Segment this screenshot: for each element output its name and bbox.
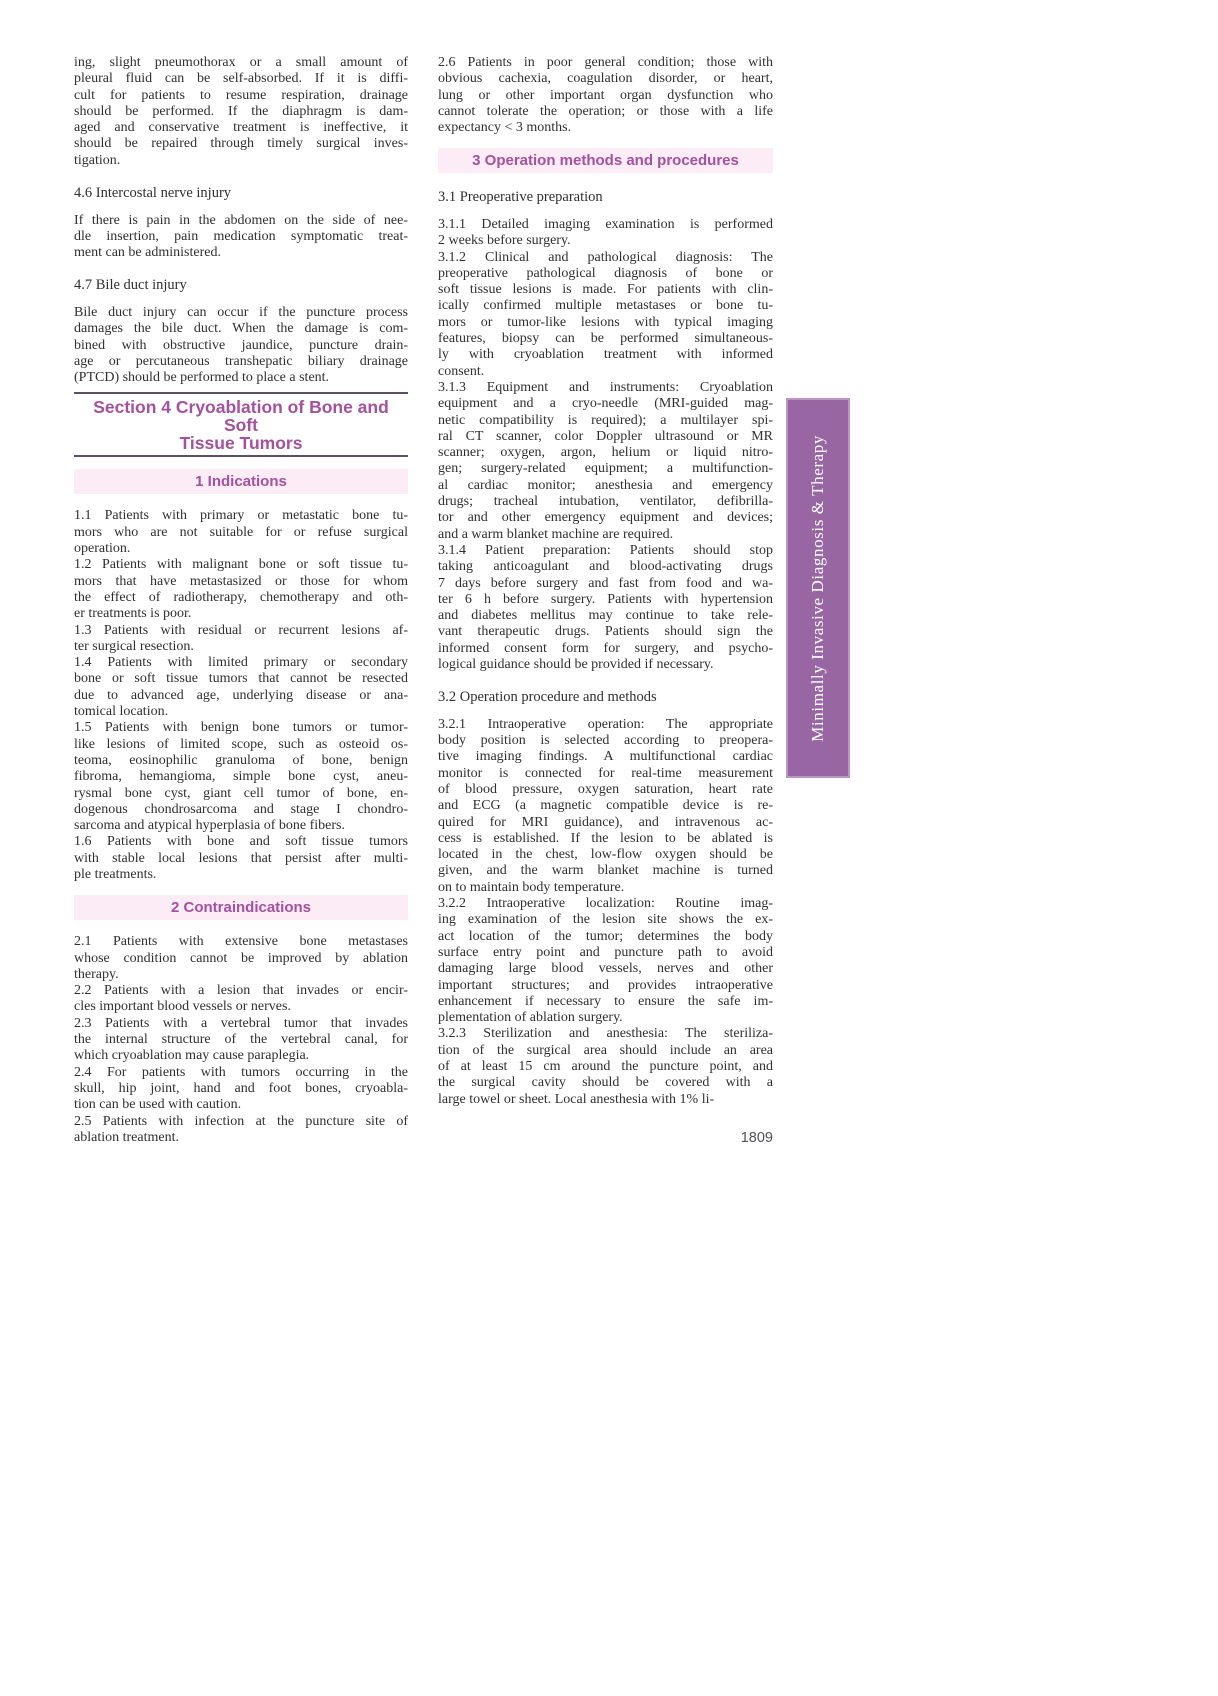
text-line: er treatments is poor. — [74, 606, 192, 622]
text-line: tomical location. — [74, 704, 169, 720]
text-line: If there is pain in the abdomen on the side of nee- — [74, 212, 408, 228]
paragraph — [74, 557, 408, 622]
paragraph — [438, 55, 773, 136]
numbered-heading-band: 1 Indications — [74, 469, 408, 494]
text-line: act location of the tumor; determines the body — [438, 928, 773, 944]
text-line: dle insertion, pain medication symptomatic treat- — [74, 228, 408, 244]
text-line: body position is selected according to preopera- — [438, 733, 773, 749]
text-line: with stable local lesions that persist after multi- — [74, 850, 408, 866]
text-line: damages the bile duct. When the damage is com- — [74, 321, 408, 337]
text-line: dogenous chondrosarcoma and stage I chondro- — [74, 801, 408, 817]
text-line: age or percutaneous transhepatic biliary drainage — [74, 353, 408, 369]
text-line: vant therapeutic drugs. Patients should sign the — [438, 624, 773, 640]
text-line: therapy. — [74, 966, 119, 982]
text-line: due to advanced age, underlying disease or ana- — [74, 687, 408, 703]
text-line: obvious cachexia, coagulation disorder, or heart, — [438, 71, 773, 87]
text-line: tion of the surgical area should include an area — [438, 1042, 773, 1058]
side-tab-label: Minimally Invasive Diagnosis & Therapy — [808, 434, 827, 742]
text-line: of at least 15 cm around the puncture point, and — [438, 1059, 773, 1075]
paragraph — [438, 250, 773, 380]
text-line: taking anticoagulant and blood-activating drugs — [438, 559, 773, 575]
text-line: should be repaired through timely surgical inves- — [74, 136, 408, 152]
text-line: 2 weeks before surgery. — [438, 233, 571, 249]
text-line: preoperative pathological diagnosis of bone or — [438, 265, 773, 281]
right-column — [438, 55, 773, 1108]
text-line: 2.4 For patients with tumors occurring in the — [74, 1064, 408, 1080]
text-line: cles important blood vessels or nerves. — [74, 999, 291, 1015]
journal-side-tab — [786, 398, 850, 778]
paragraph — [74, 934, 408, 983]
text-line: fibroma, hemangioma, simple bone cyst, aneu- — [74, 769, 408, 785]
text-line: ing, slight pneumothorax or a small amount of — [74, 55, 408, 70]
text-line: should be performed. If the diaphragm is dam- — [74, 103, 408, 119]
text-line: gen; surgery-related equipment; a multifunction- — [438, 461, 773, 477]
paragraph — [74, 720, 408, 834]
paragraph — [74, 834, 408, 883]
text-line: operation. — [74, 541, 131, 557]
numbered-heading-band: 2 Contraindications — [74, 895, 408, 920]
text-line: ter 6 h before surgery. Patients with hypertension — [438, 591, 773, 607]
text-line: enhancement if necessary to ensure the safe im- — [438, 993, 773, 1009]
paragraph — [438, 896, 773, 1026]
text-line: 1.4 Patients with limited primary or secondary — [74, 655, 408, 671]
text-line: given, and the warm blanket machine is turned — [438, 863, 773, 879]
text-line: equipment and a cryo-needle (MRI-guided mag- — [438, 396, 773, 412]
section-title-line: Section 4 Cryoablation of Bone and Soft — [93, 397, 389, 436]
text-line: 2.6 Patients in poor general condition; those with — [438, 55, 773, 70]
text-line: on to maintain body temperature. — [438, 879, 625, 895]
section-title-line: Tissue Tumors — [179, 433, 303, 454]
subsection-heading: 3.1 Preoperative preparation — [438, 189, 603, 206]
text-line: tigation. — [74, 152, 121, 168]
text-line: mors or tumor-like lesions with typical imaging — [438, 314, 773, 330]
subsection-heading: 4.7 Bile duct injury — [74, 277, 187, 294]
text-line: skull, hip joint, hand and foot bones, cryoabla- — [74, 1080, 408, 1096]
numbered-heading-band: 3 Operation methods and procedures — [438, 148, 773, 173]
paragraph — [438, 717, 773, 896]
text-line: which cryoablation may cause paraplegia. — [74, 1048, 310, 1064]
paragraph — [438, 543, 773, 673]
text-line: quired for MRI guidance), and intravenous ac- — [438, 814, 773, 830]
text-line: ly with cryoablation treatment with informed — [438, 347, 773, 363]
paragraph — [74, 983, 408, 1016]
text-line: netic compatibility is required); a multilayer spi- — [438, 412, 773, 428]
text-line: 1.2 Patients with malignant bone or soft tissue tu- — [74, 557, 408, 573]
paragraph — [74, 1114, 408, 1147]
text-line: 1.1 Patients with primary or metastatic bone tu- — [74, 508, 408, 524]
text-line: cess is established. If the lesion to be ablated is — [438, 830, 773, 846]
paragraph — [74, 213, 408, 262]
text-line: cannot tolerate the operation; or those with a life — [438, 103, 773, 119]
text-line: ral CT scanner, color Doppler ultrasound or MR — [438, 428, 773, 444]
text-line: 3.2.3 Sterilization and anesthesia: The steriliza- — [438, 1026, 773, 1042]
paragraph — [74, 655, 408, 720]
text-line: drugs; tracheal intubation, ventilator, defibrilla- — [438, 494, 773, 510]
text-line: of blood pressure, oxygen saturation, heart rate — [438, 781, 773, 797]
text-line: mors who are not suitable for or refuse surgical — [74, 524, 408, 540]
text-line: logical guidance should be provided if necessary. — [438, 657, 714, 672]
paragraph — [74, 1065, 408, 1114]
text-line: the surgical cavity should be covered with a — [438, 1075, 773, 1091]
text-line: the internal structure of the vertebral canal, for — [74, 1032, 408, 1048]
text-line: soft tissue lesions is made. For patients with clin- — [438, 282, 773, 298]
text-line: expectancy < 3 months. — [438, 120, 572, 136]
text-line: rysmal bone cyst, giant cell tumor of bone, en- — [74, 785, 408, 801]
text-line: aged and conservative treatment is ineffective, it — [74, 120, 408, 136]
text-line: tive imaging findings. A multifunctional cardiac — [438, 749, 773, 765]
text-line: scanner; oxygen, argon, helium or liquid nitro- — [438, 445, 773, 461]
subsection-heading: 3.2 Operation procedure and methods — [438, 689, 657, 706]
text-line: whose condition cannot be improved by ablation — [74, 950, 408, 966]
text-line: damaging large blood vessels, nerves and other — [438, 961, 773, 977]
text-line: cult for patients to resume respiration, drainage — [74, 87, 408, 103]
text-line: ment can be administered. — [74, 245, 221, 261]
paragraph — [74, 623, 408, 656]
text-line: 2.3 Patients with a vertebral tumor that invades — [74, 1015, 408, 1031]
text-line: 1.3 Patients with residual or recurrent lesions af- — [74, 622, 408, 638]
paragraph — [74, 1016, 408, 1065]
text-line: tor and other emergency equipment and devices; — [438, 510, 773, 526]
text-line: al cardiac monitor; anesthesia and emergency — [438, 477, 773, 493]
section-title — [74, 392, 408, 457]
text-line: bined with obstructive jaundice, puncture drain- — [74, 337, 408, 353]
text-line: features, biopsy can be performed simultaneous- — [438, 331, 773, 347]
text-line: tion can be used with caution. — [74, 1097, 242, 1113]
text-line: mors that have metastasized or those for whom — [74, 573, 408, 589]
text-line: 3.2.1 Intraoperative operation: The appropriate — [438, 716, 773, 732]
subsection-heading: 4.6 Intercostal nerve injury — [74, 185, 232, 202]
text-line: located in the chest, low-flow oxygen should be — [438, 847, 773, 863]
left-column — [74, 55, 408, 1146]
text-line: monitor is connected for real-time measurement — [438, 765, 773, 781]
text-line: ple treatments. — [74, 866, 157, 882]
text-line: informed consent form for surgery, and psycho- — [438, 640, 773, 656]
text-line: bone or soft tissue tumors that cannot be resected — [74, 671, 408, 687]
paragraph — [438, 1026, 773, 1107]
text-line: ter surgical resection. — [74, 638, 194, 654]
text-line: ically confirmed multiple metastases or bone tu- — [438, 298, 773, 314]
text-line: the effect of radiotherapy, chemotherapy and oth- — [74, 589, 408, 605]
text-line: 3.2.2 Intraoperative localization: Routine imag- — [438, 896, 773, 912]
text-line: teoma, eosinophilic granuloma of bone, benign — [74, 752, 408, 768]
text-line: lung or other important organ dysfunction who — [438, 87, 773, 103]
text-line: and a warm blanket machine are required. — [438, 526, 674, 542]
text-line: 3.1.1 Detailed imaging examination is performed — [438, 216, 773, 232]
paragraph — [438, 380, 773, 543]
text-line: Bile duct injury can occur if the puncture process — [74, 304, 408, 320]
text-line: pleural fluid can be self-absorbed. If it is diffi- — [74, 71, 408, 87]
text-line: like lesions of limited scope, such as osteoid os- — [74, 736, 408, 752]
text-line: and ECG (a magnetic compatible device is re- — [438, 798, 773, 814]
text-line: sarcoma and atypical hyperplasia of bone fibers. — [74, 818, 345, 834]
page-number: 1809 — [740, 1130, 773, 1146]
text-line: 2.1 Patients with extensive bone metastases — [74, 934, 408, 950]
text-line: (PTCD) should be performed to place a stent. — [74, 370, 330, 386]
text-line: ing examination of the lesion site shows the ex- — [438, 912, 773, 928]
text-line: 2.2 Patients with a lesion that invades or encir- — [74, 983, 408, 999]
paragraph — [74, 55, 408, 169]
text-line: 1.6 Patients with bone and soft tissue tumors — [74, 834, 408, 850]
text-line: 7 days before surgery and fast from food and wa- — [438, 575, 773, 591]
text-line: and diabetes mellitus may continue to take rele- — [438, 608, 773, 624]
text-line: 3.1.3 Equipment and instruments: Cryoablation — [438, 379, 773, 395]
text-line: important structures; and provides intraoperative — [438, 977, 773, 993]
text-line: 3.1.2 Clinical and pathological diagnosis: The — [438, 249, 773, 265]
text-line: surface entry point and puncture path to avoid — [438, 944, 773, 960]
text-line: plementation of ablation surgery. — [438, 1010, 623, 1026]
paragraph — [438, 217, 773, 250]
text-line: 1.5 Patients with benign bone tumors or tumor- — [74, 720, 408, 736]
paragraph — [74, 305, 408, 386]
text-line: 3.1.4 Patient preparation: Patients should stop — [438, 542, 773, 558]
text-line: large towel or sheet. Local anesthesia with 1% li- — [438, 1091, 715, 1107]
paragraph — [74, 508, 408, 557]
text-line: ablation treatment. — [74, 1129, 179, 1145]
text-line: 2.5 Patients with infection at the puncture site of — [74, 1113, 408, 1129]
text-line: consent. — [438, 363, 485, 379]
